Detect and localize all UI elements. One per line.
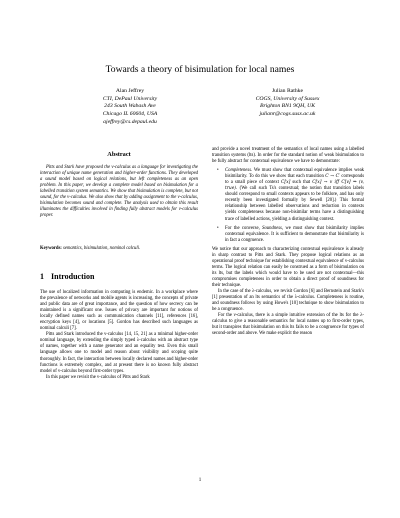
bullet-text: We must show that contextual equivalence implies weak bisimilarity. To do this we show that each transition [225,168,364,180]
bullet-text: we must show that bisimilarity implies contextual equivalence. It is sufficient to demonstrate that bisimilarity is in fact a congruence. [225,225,365,243]
context-formula: C[x] [281,180,291,186]
bullet-term: Soundness, [262,225,284,231]
bullet-text: corresponds to a small piece of context [225,174,365,186]
paragraph: and provide a novel treatment of the semantics of local names using a labelled transition systems (lts). In order for the standard notion of weak bisimulation to be fully abstract for contextual equivalence we have to demonstrate: [212,147,364,165]
abstract-heading: Abstract [107,151,131,158]
list-item [217,225,365,244]
transition-formula: C → C′ [325,174,340,180]
keywords-label: Keywords: [40,246,62,251]
author-block-2 [230,88,345,119]
abstract-body [40,165,198,219]
paragraph: Pitts and Stark introduced the ν-calculus [14, 15, 21] as a minimal higher-order nominal language, by extending the simply typed λ-calculus with an abstract type of names, together with a name generator and an equality test. Even this small language allows one to model and reason about visibility and scoping quite thoroughly. In fact, the interaction between locally declared names and higher-order functions is extremely complex, and at present there is no known fully abstract model of ν-calculus beyond first-order types. [40,332,198,374]
author-address: Brighton BN1 9QH, UK [260,103,315,110]
author-city: Chicago IL 60604, USA [102,111,158,118]
paragraph: The use of localized information in computing is endemic. In a workplace where the prevalence of networks and mobile agents is increasing, the concepts of private and public data are of great importance, and the question of how secrecy can be maintained is a significant one. Issues of privacy are important for notions of locally defined names such as communication channels [11], references [16], encryption keys [4], or locations [5]. Gordon has described such languages as nominal calculi [7]. [40,290,198,332]
list-item: • Completeness. We must show that contextual equivalence implies weak bisimilarity. To do this we show that each transition C → C′ corresponds to a small piece of context C[x] such that C[x] → v iff C[v] ⇒ (v, true). (We call such Ts's contextual; the notion that transition labels should correspond to small contexts appears to be folklore, and has only recently been investigated formally by Sewell [20].) This formal relationship between labelled observations and reduction in contexts yields completeness because non-bisimilar terms have a distinguishing trace of labelled actions, yielding a distinguishing context. [217,168,365,222]
author-address: 243 South Wabash Ave [104,103,156,110]
paragraph: We notice that our approach to characterizing contextual equivalence is already in sharp contrast to Pitts and Stark. They propose logical relations as an operational proof technique for establishing contextual equivalence of ν-calculus terms. The logical relation can easily be construed as a form of bisimulation on its lts, but the labels which would have to be used are not contextual—this compromises completeness in order to obtain a direct proof of soundness for their technique. [212,246,364,288]
bullet-icon: • [217,225,219,231]
author-affiliation: CTI, DePaul University [102,95,158,102]
intro-left-column [40,290,198,381]
paragraph: In this paper we revisit the ν-calculus of Pitts and Stark [46,374,150,380]
abstract-text: Pitts and Stark have proposed the ν-calculus as a language for investigating the interaction of unique name generation and higher-order functions. They developed a sound model based on logical relations, but left completeness as an open problem. In this paper, we develop a complete model based on bisimulation for a labelled transition system semantics. We show that bisimulation is complete, but not sound, for the ν-calculus. We also show that by adding assignment to the ν-calculus, bisimulation becomes sound and complete. The analysis used to obtain this result illuminates the difficulties involved in finding fully abstract models for ν-calculus proper. [40,165,198,219]
paper-title: Towards a theory of bisimulation for local names [105,64,295,75]
equivalence-formula: C[x] → v iff C[v] ⇒ (v, true). [225,180,365,192]
author-block-1 [70,88,190,127]
page-number: 1 [198,478,202,483]
section-heading [40,272,94,281]
right-column [212,147,364,337]
keywords [40,246,198,252]
bullet-text: (We call such Ts's contextual; the notion that transition labels should correspond to small contexts appears to be folklore, and has only recently been investigated formally by Sewell [20].) This formal relationship between labelled observations and reduction in contexts yields completeness because non-bisimilar terms have a distinguishing trace of labelled actions, yielding a distinguishing context. [225,186,365,222]
requirements-list [212,168,364,244]
keywords-text: semantics, bisimulation, nominal calculi. [63,246,141,251]
bullet-term: Completeness. [225,168,253,174]
section-number: 1 [40,272,44,281]
bullet-text: For the converse, [225,225,260,231]
author-affiliation: COGS, University of Sussex [255,95,320,102]
author-email: julianr@cogs.susx.ac.uk [259,111,316,118]
section-title: Introduction [51,272,95,281]
author-name: Alan Jeffrey [115,88,145,94]
author-name: Julian Rathke [271,88,304,94]
paragraph: For the ν-calculus, there is a simple intuitive extension of the lts for the λ-calculus to give a reasonable semantics for local names up to first-order types, but it transpires that bisimulation on this lts fails to be a congruence for types of second-order and above. We make explicit the reason [212,313,364,337]
paragraph: In the case of the λ-calculus, we revisit Gordon [6] and Bernstein and Stark's [1] presentation of an lts semantics of the λ-calculus. Completeness is routine, and soundness follows by using Howe's [10] technique to show bisimulation to be a congruence. [212,289,364,313]
bullet-icon: • [217,168,219,174]
author-email: ajeffrey@cs.depaul.edu [103,118,157,125]
